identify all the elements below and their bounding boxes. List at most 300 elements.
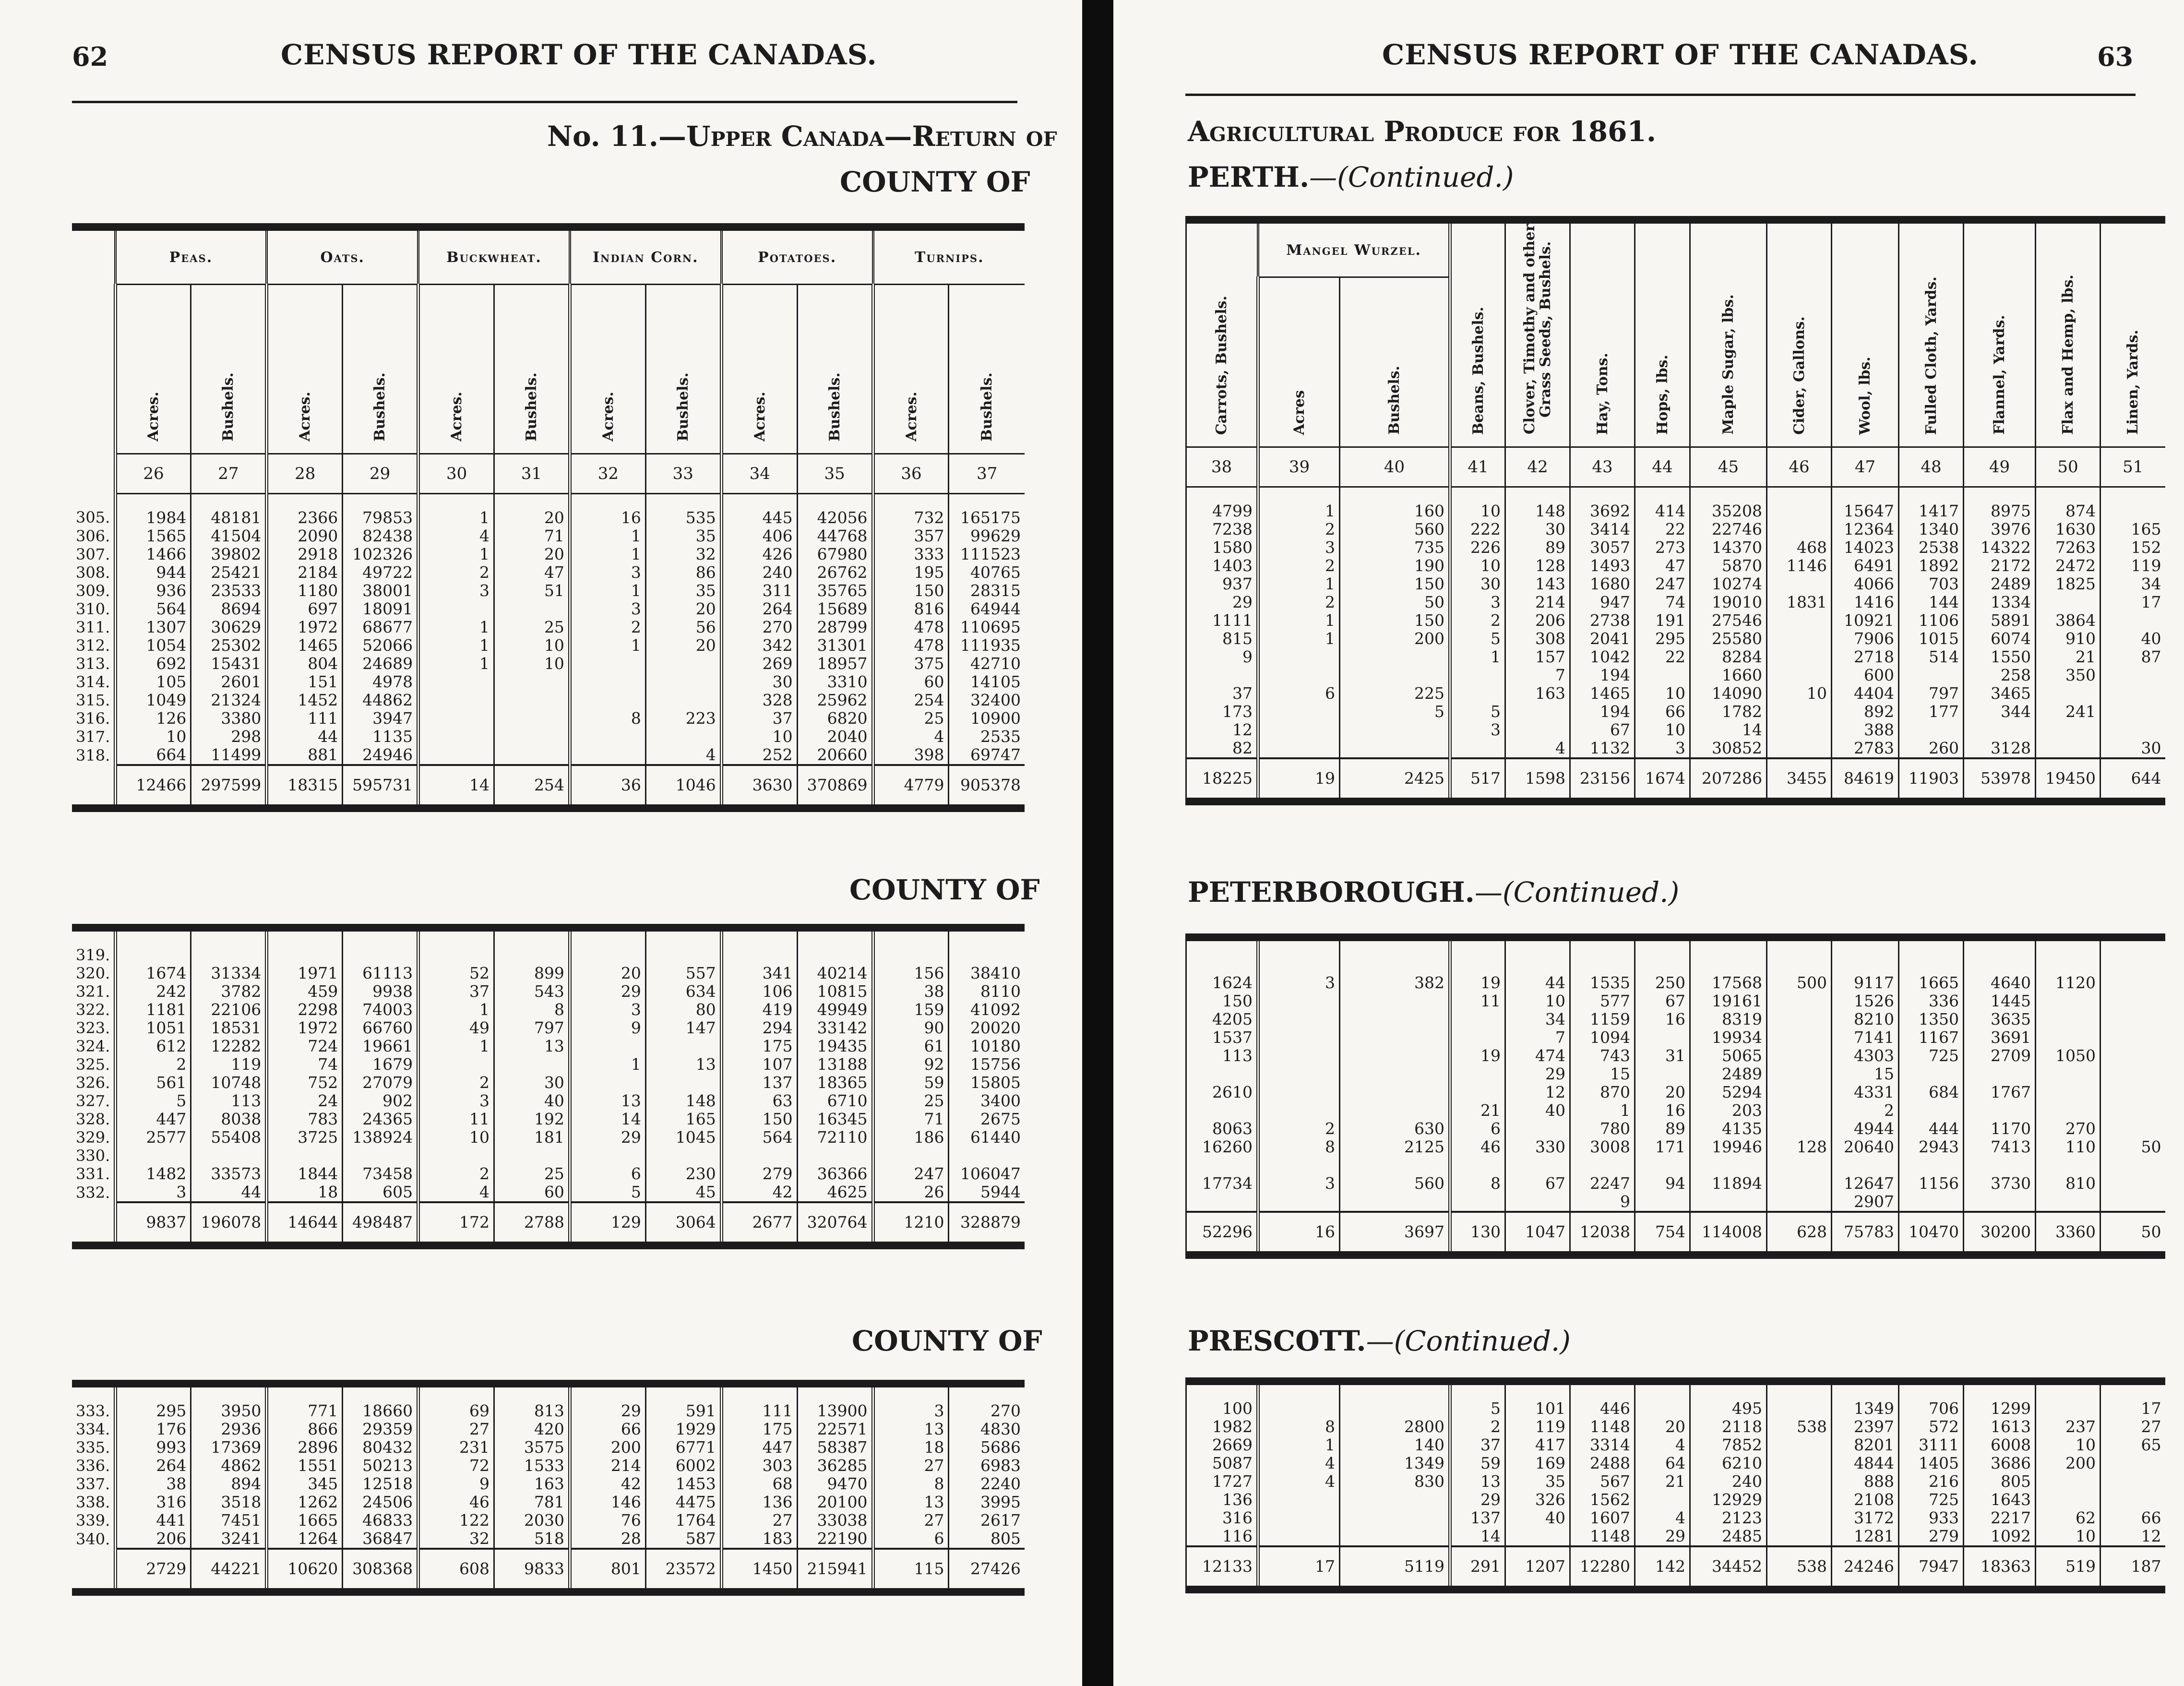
table-cell: 106 [721, 982, 797, 1001]
table-cell: 725 [1899, 1491, 1964, 1509]
table-cell: 1405 [1899, 1454, 1964, 1472]
table-cell: 567 [1570, 1472, 1635, 1491]
table-cell [418, 673, 494, 691]
table-cell: 8038 [191, 1110, 267, 1128]
table-cell [1258, 1047, 1340, 1065]
table-cell: 8210 [1832, 1010, 1899, 1028]
table-cell [721, 928, 797, 964]
table-cell [2036, 1156, 2100, 1174]
table-cell [1964, 937, 2036, 974]
table-cell: 40765 [949, 563, 1025, 582]
column-header-text: Acres. [599, 392, 617, 442]
total-cell: 10470 [1899, 1212, 1964, 1255]
table-cell: 8 [1258, 1138, 1340, 1156]
table-cell: 1 [1258, 487, 1340, 521]
table-cell: 2 [570, 618, 645, 636]
table-row [1186, 1028, 2165, 1047]
table-cell [418, 691, 494, 709]
row-number: 315. [76, 691, 110, 709]
total-cell: 18363 [1964, 1546, 2036, 1590]
table-cell [494, 746, 570, 765]
table-cell [570, 673, 645, 691]
row-number: 333. [76, 1402, 110, 1420]
table-cell: 14023 [1832, 538, 1899, 557]
stub-cell [72, 1202, 115, 1245]
table-cell: 4844 [1832, 1454, 1899, 1472]
table-cell: 3 [570, 600, 645, 618]
row-number: 313. [76, 655, 110, 673]
total-cell: 595731 [343, 765, 418, 808]
table-cell: 7 [1505, 666, 1570, 684]
table-cell: 36847 [343, 1530, 418, 1549]
table-cell [1450, 684, 1505, 703]
table-cell [1767, 1193, 1832, 1212]
column-header-text: Clover, Timothy and other Grass Seeds, Bushels. [1521, 224, 1554, 435]
table-cell: 17369 [191, 1438, 267, 1457]
table-cell: 34 [2100, 575, 2165, 593]
row-number: 322. [76, 1001, 110, 1019]
table-cell [1258, 992, 1340, 1010]
table-cell: 4625 [797, 1183, 873, 1202]
table-cell: 804 [267, 655, 343, 673]
table-cell: 190 [1340, 557, 1450, 575]
column-number: 30 [418, 454, 494, 494]
table-cell [645, 673, 721, 691]
table-cell: 4 [418, 1183, 494, 1202]
table-cell: 30629 [191, 618, 267, 636]
table-cell: 156 [873, 964, 949, 982]
group-header: Potatoes. [721, 227, 873, 285]
table-cell: 175 [721, 1037, 797, 1055]
right-table-2 [1185, 933, 2165, 1259]
table-cell: 10921 [1832, 611, 1899, 630]
table-cell: 881 [267, 746, 343, 765]
table-cell: 16345 [797, 1110, 873, 1128]
column-header-text: Beans, Bushels. [1469, 306, 1487, 435]
table-cell [570, 691, 645, 709]
table-cell: 6 [873, 1530, 949, 1549]
table-cell: 35208 [1690, 487, 1767, 521]
table-cell: 40 [1505, 1101, 1570, 1120]
total-cell: 1450 [721, 1549, 797, 1592]
table-cell: 25 [873, 709, 949, 728]
table-cell: 38001 [343, 582, 418, 600]
table-row [72, 728, 1025, 746]
total-cell: 905378 [949, 765, 1025, 808]
table-cell: 111 [267, 709, 343, 728]
group-header: Turnips. [873, 227, 1025, 285]
column-header-text: Acres [1291, 390, 1308, 435]
table-cell: 20 [1635, 1418, 1690, 1436]
table-cell: 12364 [1832, 520, 1899, 538]
table-cell [1450, 1156, 1505, 1174]
table-cell: 25421 [191, 563, 267, 582]
table-cell [2100, 1472, 2165, 1491]
table-row [72, 1493, 1025, 1511]
table-cell: 2 [1258, 557, 1340, 575]
table-cell: 22106 [191, 1001, 267, 1019]
table-cell: 9 [1570, 1193, 1635, 1212]
total-cell: 14 [418, 765, 494, 808]
table-cell: 419 [721, 1001, 797, 1019]
table-cell: 10 [1450, 487, 1505, 521]
table-cell: 67 [1635, 992, 1690, 1010]
table-row [72, 982, 1025, 1001]
table-cell: 5087 [1186, 1454, 1258, 1472]
table-cell: 92 [873, 1055, 949, 1074]
total-cell: 129 [570, 1202, 645, 1245]
table-cell [1186, 1156, 1258, 1174]
table-cell: 445 [721, 494, 797, 527]
table-cell: 3241 [191, 1530, 267, 1549]
table-cell: 80 [645, 1001, 721, 1019]
table-cell: 732 [873, 494, 949, 527]
table-cell: 295 [115, 1384, 191, 1420]
table-cell: 447 [115, 1110, 191, 1128]
total-cell: 30200 [1964, 1212, 2036, 1255]
table-cell: 32 [645, 545, 721, 563]
table-cell: 1 [570, 1055, 645, 1074]
table-cell: 2485 [1690, 1527, 1767, 1546]
table-row [1186, 1193, 2165, 1212]
table-row [1186, 1101, 2165, 1120]
table-cell: 1982 [1186, 1418, 1258, 1436]
table-cell: 28 [570, 1530, 645, 1549]
table-cell: 2488 [1570, 1454, 1635, 1472]
table-cell: 3692 [1570, 487, 1635, 521]
table-cell: 2 [115, 1055, 191, 1074]
table-cell [1635, 1028, 1690, 1047]
table-cell: 797 [1899, 684, 1964, 703]
table-cell: 18 [267, 1183, 343, 1202]
table-cell: 2172 [1964, 557, 2036, 575]
table-cell: 82 [1186, 739, 1258, 758]
table-cell: 874 [2036, 487, 2100, 521]
table-cell: 1550 [1964, 648, 2036, 666]
table-cell: 10 [1450, 557, 1505, 575]
table-cell [1340, 1047, 1450, 1065]
table-cell: 29 [1505, 1065, 1570, 1083]
table-cell [1767, 721, 1832, 739]
group-header: Oats. [267, 227, 418, 285]
table-cell: 16 [1635, 1010, 1690, 1028]
table-cell: 1042 [1570, 648, 1635, 666]
county-label-2: COUNTY OF [849, 873, 1040, 906]
table-cell: 344 [1964, 703, 2036, 721]
table-cell: 150 [873, 582, 949, 600]
table-cell [645, 1037, 721, 1055]
table-cell [645, 1074, 721, 1092]
table-cell: 10 [1767, 684, 1832, 703]
table-cell: 25962 [797, 691, 873, 709]
table-row [1186, 1010, 2165, 1028]
table-cell: 1092 [1964, 1527, 2036, 1546]
table-cell: 111523 [949, 545, 1025, 563]
table-cell: 264 [115, 1457, 191, 1475]
table-cell [494, 1055, 570, 1074]
table-cell: 27 [873, 1511, 949, 1530]
table-cell: 1 [418, 655, 494, 673]
table-cell [570, 928, 645, 964]
table-cell: 10815 [797, 982, 873, 1001]
table-cell: 30 [721, 673, 797, 691]
table-cell: 32 [418, 1530, 494, 1549]
table-cell [191, 928, 267, 964]
table-cell: 3057 [1570, 538, 1635, 557]
table-cell: 2 [418, 1074, 494, 1092]
column-header-text: Flax and Hemp, lbs. [2059, 275, 2077, 435]
table-cell: 10 [494, 655, 570, 673]
total-cell: 36 [570, 765, 645, 808]
table-cell: 136 [721, 1493, 797, 1511]
table-cell [949, 1147, 1025, 1165]
table-cell: 113 [191, 1092, 267, 1110]
table-cell: 342 [721, 636, 797, 655]
table-cell [1450, 1010, 1505, 1028]
table-row [72, 1147, 1025, 1165]
table-cell [2100, 611, 2165, 630]
table-cell: 4830 [949, 1420, 1025, 1438]
table-cell: 2030 [494, 1511, 570, 1530]
table-cell: 15647 [1832, 487, 1899, 521]
table-cell: 11894 [1690, 1174, 1767, 1193]
table-cell: 3691 [1964, 1028, 2036, 1047]
table-cell: 183 [721, 1530, 797, 1549]
column-header [873, 285, 949, 454]
table-row [72, 1183, 1025, 1202]
table-cell [1964, 721, 2036, 739]
table-cell: 242 [115, 982, 191, 1001]
table-cell: 126 [115, 709, 191, 728]
total-cell: 14644 [267, 1202, 343, 1245]
total-cell: 12133 [1186, 1546, 1258, 1590]
table-cell: 2489 [1964, 575, 2036, 593]
table-cell: 1403 [1186, 557, 1258, 575]
table-cell [494, 600, 570, 618]
table-cell: 37 [1450, 1436, 1505, 1454]
table-cell: 240 [721, 563, 797, 582]
table-cell: 815 [1186, 630, 1258, 648]
left-running-title: CENSUS REPORT OF THE CANADAS. [281, 38, 877, 71]
table-cell: 1264 [267, 1530, 343, 1549]
table-cell [2100, 684, 2165, 703]
table-cell: 50 [2100, 1138, 2165, 1156]
table-cell: 46833 [343, 1511, 418, 1530]
table-cell [1258, 721, 1340, 739]
table-cell [1635, 1156, 1690, 1174]
table-cell: 2617 [949, 1511, 1025, 1530]
table-row [1186, 1138, 2165, 1156]
column-header-text: Acres. [297, 392, 314, 442]
table-cell: 2610 [1186, 1083, 1258, 1101]
table-cell: 225 [1340, 684, 1450, 703]
table-cell: 630 [1340, 1120, 1450, 1138]
table-cell: 21324 [191, 691, 267, 709]
table-cell: 612 [115, 1037, 191, 1055]
table-cell: 65 [2100, 1436, 2165, 1454]
column-number: 35 [797, 454, 873, 494]
table-cell: 406 [721, 527, 797, 545]
total-cell: 308368 [343, 1549, 418, 1592]
column-header [343, 285, 418, 454]
column-header [1450, 220, 1505, 447]
table-cell: 2577 [115, 1128, 191, 1147]
table-cell: 4 [645, 746, 721, 765]
row-number: 339. [76, 1511, 110, 1530]
table-cell: 19661 [343, 1037, 418, 1055]
table-cell: 6710 [797, 1092, 873, 1110]
table-cell: 12282 [191, 1037, 267, 1055]
table-cell: 4944 [1832, 1120, 1899, 1138]
table-cell: 22 [1635, 648, 1690, 666]
table-cell: 1 [1258, 575, 1340, 593]
table-cell: 725 [1899, 1047, 1964, 1065]
table-cell [645, 655, 721, 673]
table-cell [1690, 1193, 1767, 1212]
table-cell: 36285 [797, 1457, 873, 1475]
prescott-title: PRESCOTT.—(Continued.) [1188, 1325, 1571, 1357]
table-cell: 14370 [1690, 538, 1767, 557]
table-cell [1690, 937, 1767, 974]
table-cell: 150 [1340, 611, 1450, 630]
table-cell [1258, 1527, 1340, 1546]
table-cell: 9470 [797, 1475, 873, 1493]
table-cell: 1782 [1690, 703, 1767, 721]
table-cell: 1535 [1570, 974, 1635, 992]
table-cell: 51 [494, 582, 570, 600]
right-page-number: 63 [2097, 41, 2134, 72]
row-number: 321. [76, 982, 110, 1001]
table-cell: 474 [1505, 1047, 1570, 1065]
table-row [1186, 937, 2165, 974]
table-cell: 7451 [191, 1511, 267, 1530]
table-cell: 2675 [949, 1110, 1025, 1128]
table-cell [570, 746, 645, 765]
table-cell: 66 [570, 1420, 645, 1438]
table-cell: 35 [645, 582, 721, 600]
table-cell [1258, 937, 1340, 974]
table-cell: 7141 [1832, 1028, 1899, 1047]
row-number: 306. [76, 527, 110, 545]
table-cell [1186, 1065, 1258, 1083]
group-header-row [1186, 220, 2165, 277]
table-row [72, 1475, 1025, 1493]
table-row [72, 1438, 1025, 1457]
table-cell: 735 [1340, 538, 1450, 557]
table-cell: 13 [1450, 1472, 1505, 1491]
total-cell: 53978 [1964, 758, 2036, 801]
table-cell: 357 [873, 527, 949, 545]
table-cell [873, 1147, 949, 1165]
table-cell: 14 [1450, 1527, 1505, 1546]
table-cell: 22190 [797, 1530, 873, 1549]
table-cell: 2907 [1832, 1193, 1899, 1212]
table-cell: 6491 [1832, 557, 1899, 575]
table-cell: 107 [721, 1055, 797, 1074]
stub-cell [72, 227, 115, 285]
table-cell: 1 [1450, 648, 1505, 666]
table-cell: 12929 [1690, 1491, 1767, 1509]
table-cell: 119 [1505, 1418, 1570, 1436]
table-cell: 137 [721, 1074, 797, 1092]
table-cell: 1262 [267, 1493, 343, 1511]
table-cell: 173 [1186, 703, 1258, 721]
table-cell: 14 [1690, 721, 1767, 739]
table-cell: 89 [1505, 538, 1570, 557]
table-cell: 42056 [797, 494, 873, 527]
table-row [72, 673, 1025, 691]
column-number: 41 [1450, 447, 1505, 487]
table-cell: 5944 [949, 1183, 1025, 1202]
table-cell: 6 [1450, 1120, 1505, 1138]
table-cell: 3686 [1964, 1454, 2036, 1472]
stub-cell [72, 765, 115, 808]
table-cell: 29 [1450, 1491, 1505, 1509]
table-cell [1635, 1193, 1690, 1212]
row-number: 317. [76, 728, 110, 746]
table-cell [1505, 721, 1570, 739]
table-cell: 2800 [1340, 1418, 1450, 1436]
table-cell: 3 [1635, 739, 1690, 758]
table-cell: 7852 [1690, 1436, 1767, 1454]
total-cell: 9837 [115, 1202, 191, 1245]
table-cell: 222 [1450, 520, 1505, 538]
table-cell: 1148 [1570, 1527, 1635, 1546]
table-cell: 279 [1899, 1527, 1964, 1546]
table-cell: 1 [1570, 1101, 1635, 1120]
row-number: 337. [76, 1475, 110, 1493]
table-cell [2100, 992, 2165, 1010]
table-cell: 150 [1186, 992, 1258, 1010]
table-cell: 1 [418, 1001, 494, 1019]
table-cell: 52066 [343, 636, 418, 655]
table-cell: 1334 [1964, 593, 2036, 611]
table-cell: 5294 [1690, 1083, 1767, 1101]
table-cell: 341 [721, 964, 797, 982]
table-cell [1899, 1101, 1964, 1120]
table-cell: 148 [645, 1092, 721, 1110]
table-cell: 137 [1450, 1509, 1505, 1527]
table-cell: 1482 [115, 1165, 191, 1183]
table-cell: 44 [267, 728, 343, 746]
table-cell: 1 [1258, 630, 1340, 648]
column-number: 51 [2100, 447, 2165, 487]
row-number: 332. [76, 1184, 110, 1202]
table-cell: 24506 [343, 1493, 418, 1511]
left-page [0, 0, 1082, 1686]
table-cell: 4 [1258, 1454, 1340, 1472]
group-header: Peas. [115, 227, 267, 285]
table-cell: 1445 [1964, 992, 2036, 1010]
total-cell: 519 [2036, 1546, 2100, 1590]
table-cell: 3 [570, 1001, 645, 1019]
left-table-3 [72, 1380, 1025, 1596]
column-header-text: Linen, Yards. [2124, 330, 2142, 435]
table-cell: 888 [1832, 1472, 1899, 1491]
table-row [72, 1420, 1025, 1438]
table-cell [2036, 593, 2100, 611]
table-cell: 111935 [949, 636, 1025, 655]
table-row [1186, 992, 2165, 1010]
total-cell: 114008 [1690, 1212, 1767, 1255]
table-cell: 3380 [191, 709, 267, 728]
table-cell: 157 [1505, 648, 1570, 666]
table-cell: 3008 [1570, 1138, 1635, 1156]
table-cell: 3172 [1832, 1509, 1899, 1527]
stub-cell [72, 285, 115, 454]
column-header-text: Acres. [145, 392, 162, 442]
table-cell [418, 600, 494, 618]
